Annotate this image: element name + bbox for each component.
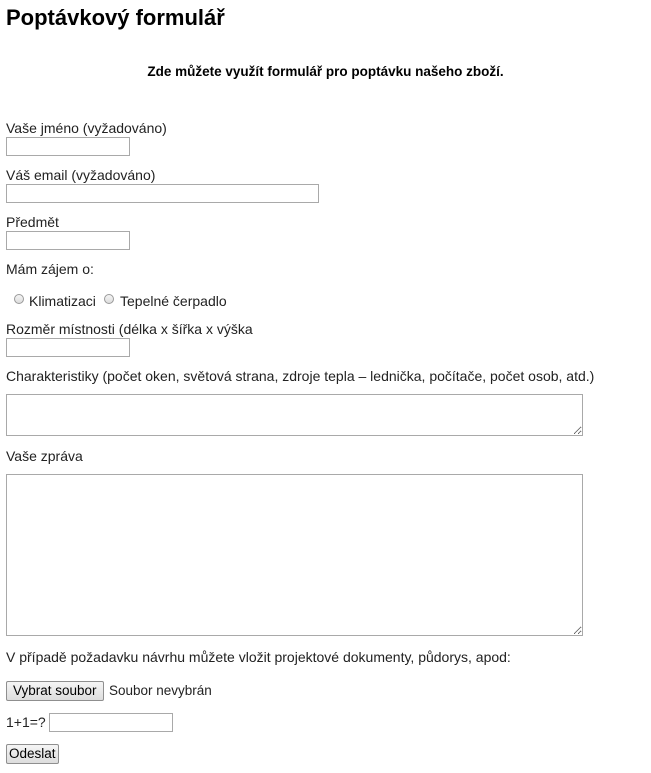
choose-file-button[interactable]: Vybrat soubor [6, 681, 104, 701]
characteristics-textarea[interactable] [6, 394, 583, 436]
radio-klimatizaci-label: Klimatizaci [29, 293, 96, 309]
submit-button[interactable]: Odeslat [6, 744, 59, 764]
name-label: Vaše jméno (vyžadováno) [6, 120, 167, 136]
upload-label: V případě požadavku návrhu můžete vložit projektové dokumenty, půdorys, apod: [6, 649, 511, 665]
name-input[interactable] [6, 137, 130, 156]
message-textarea[interactable] [6, 474, 583, 636]
subject-input[interactable] [6, 231, 130, 250]
interest-label: Mám zájem o: [6, 261, 94, 277]
email-input[interactable] [6, 184, 319, 203]
room-size-label: Rozměr místnosti (délka x šířka x výška [6, 321, 253, 337]
radio-klimatizaci[interactable] [14, 294, 24, 304]
room-size-input[interactable] [6, 338, 130, 357]
captcha-input[interactable] [49, 713, 173, 732]
page-title: Poptávkový formulář [6, 5, 225, 30]
form-intro: Zde můžete využít formulář pro poptávku našeho zboží. [147, 64, 504, 79]
characteristics-label: Charakteristiky (počet oken, světová strana, zdroje tepla – lednička, počítače, počet osob, atd.) [6, 368, 595, 384]
captcha-label: 1+1=? [6, 714, 46, 730]
file-status: Soubor nevybrán [109, 683, 212, 698]
radio-tepelne-cerpadlo[interactable] [104, 294, 114, 304]
message-label: Vaše zpráva [6, 448, 83, 464]
subject-label: Předmět [6, 214, 59, 230]
email-label: Váš email (vyžadováno) [6, 167, 156, 183]
radio-tepelne-cerpadlo-label: Tepelné čerpadlo [120, 293, 227, 309]
